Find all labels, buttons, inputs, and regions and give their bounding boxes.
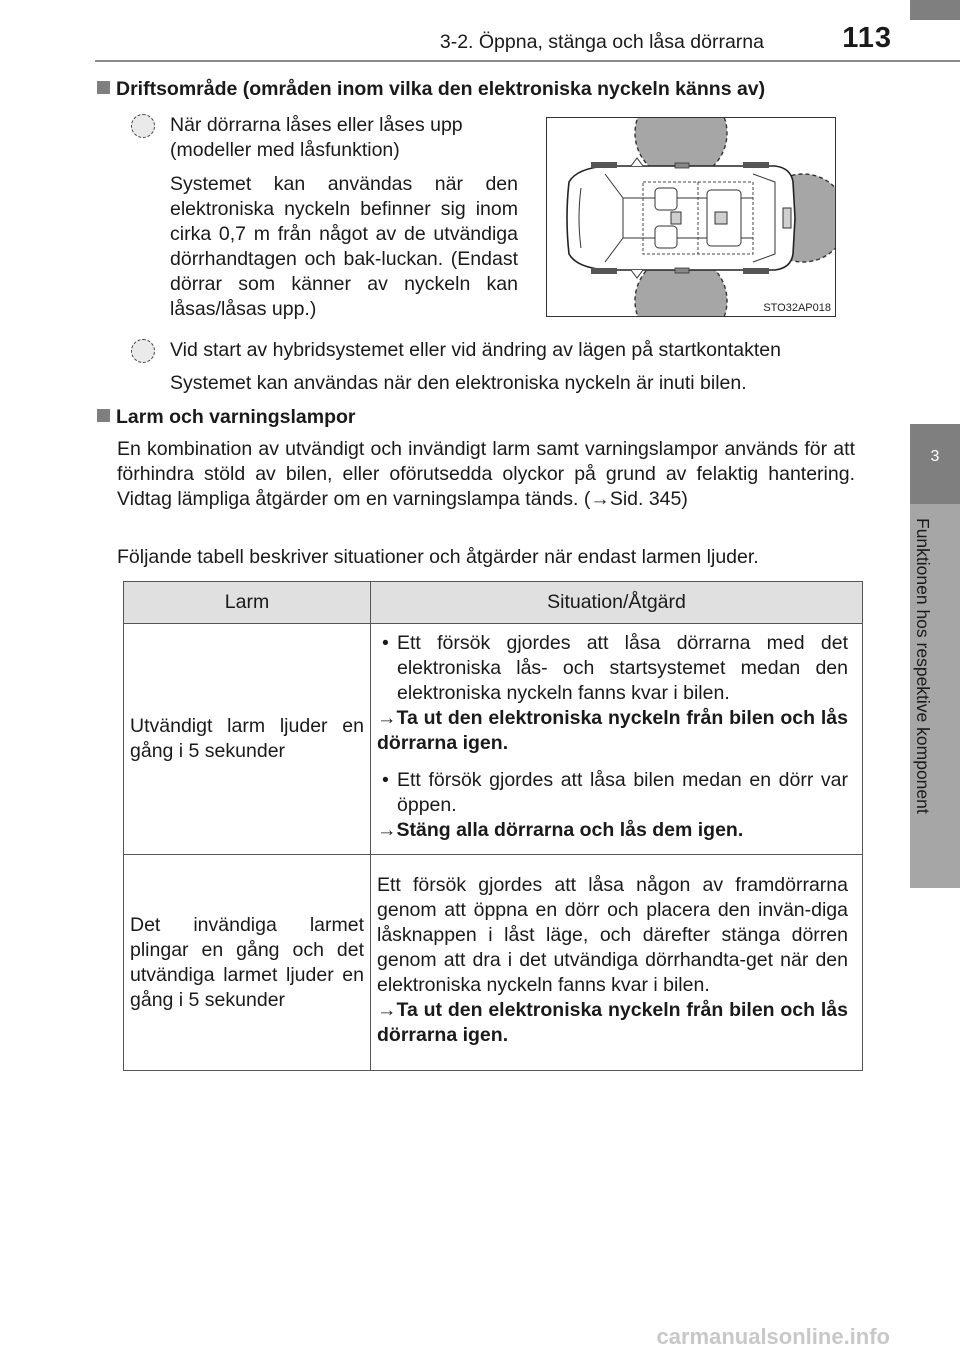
chapter-number: 3 — [930, 448, 940, 465]
watermark: carmanualsonline.info — [656, 1324, 890, 1349]
situation-cell — [371, 855, 863, 1071]
situation-item — [377, 631, 848, 706]
action-text: →Stäng alla dörrarna och lås dem igen. — [377, 819, 744, 841]
alarms-paragraph: En kombination av utvändigt och invändigt larm samt varningslampor används för att förhindra stöld av bilen, eller oförutsedda olyckor på grund av felaktig hantering. Vidtag lämpliga åtgärder om en varningslampa tänds. (→Sid. 345) — [117, 438, 855, 510]
situation-cell — [371, 624, 863, 855]
page-number: 113 — [842, 22, 892, 54]
figure-code-label: STO32AP018 — [763, 302, 831, 314]
car-top-view-illustration — [547, 118, 836, 317]
alarm-table — [123, 581, 863, 1071]
column-header-situation: Situation/Åtgärd — [371, 582, 863, 624]
bullet1-text: Systemet kan användas när den elektroniska nyckeln befinner sig inom cirka 0,7 m från något av de utvändiga dörrhandtagen och bak-luckan. (Endast dörrar som känner av nyckeln kan låsas/låsas upp.) — [170, 173, 518, 320]
alarm-cell: Utvändigt larm ljuder en gång i 5 sekunder — [124, 624, 371, 855]
alarm-cell: Det invändiga larmet plingar en gång och det utvändiga larmet ljuder en gång i 5 sekunder — [124, 855, 371, 1071]
heading-text: Driftsområde (områden inom vilka den elektroniska nyckeln känns av) — [116, 78, 766, 100]
heading-text: Larm och varningslampor — [116, 406, 356, 428]
side-tab-top-bar — [910, 0, 960, 20]
table-header-row — [124, 582, 863, 624]
front-left-door-zone — [635, 118, 727, 168]
bullet1-title-line1: När dörrarna låses eller låses upp — [170, 114, 463, 136]
bullet-dot: • — [382, 769, 389, 791]
section-title: 3-2. Öppna, stänga och låsa dörrarna — [439, 31, 764, 53]
situation-text: Ett försök gjordes att låsa bilen medan en dörr var öppen. — [397, 769, 848, 816]
bullet2-text: Systemet kan användas när den elektroniska nyckeln är inuti bilen. — [170, 372, 747, 394]
car-detection-range-figure — [546, 117, 836, 317]
dashed-circle-icon — [131, 114, 155, 138]
table-row — [124, 624, 863, 855]
section-heading-operating-range — [97, 78, 765, 101]
heading-square-icon — [97, 81, 110, 94]
column-header-alarm: Larm — [124, 582, 371, 624]
front-right-door-zone — [635, 266, 727, 317]
situation-text: Ett försök gjordes att låsa någon av framdörrarna genom att öppna en dörr och placera den invän-diga låsknappen i låst läge, och därefter stänga dörren genom att dra i det utvändiga dörrhandta-get när den elektroniska nyckeln fanns kvar i bilen. — [377, 874, 848, 996]
table-intro-paragraph: Följande tabell beskriver situationer och åtgärder när endast larmen ljuder. — [117, 546, 759, 568]
heading-square-icon — [97, 409, 110, 422]
action-text: →Ta ut den elektroniska nyckeln från bilen och lås dörrarna igen. — [377, 707, 848, 754]
dashed-circle-icon — [131, 339, 155, 363]
bullet-dot: • — [382, 632, 389, 654]
section-heading-alarms — [97, 406, 355, 429]
action-text: →Ta ut den elektroniska nyckeln från bilen och lås dörrarna igen. — [377, 999, 848, 1046]
table-row — [124, 855, 863, 1071]
bullet1-title-line2: (modeller med låsfunktion) — [170, 139, 400, 161]
bullet2-title: Vid start av hybridsystemet eller vid ändring av lägen på startkontakten — [170, 339, 781, 361]
situation-text: Ett försök gjordes att låsa dörrarna med det elektroniska lås- och startsystemet medan den elektroniska nyckeln fanns kvar i bilen. — [397, 632, 848, 704]
situation-item — [377, 768, 848, 818]
chapter-title: Funktionen hos respektive komponent — [913, 518, 933, 814]
